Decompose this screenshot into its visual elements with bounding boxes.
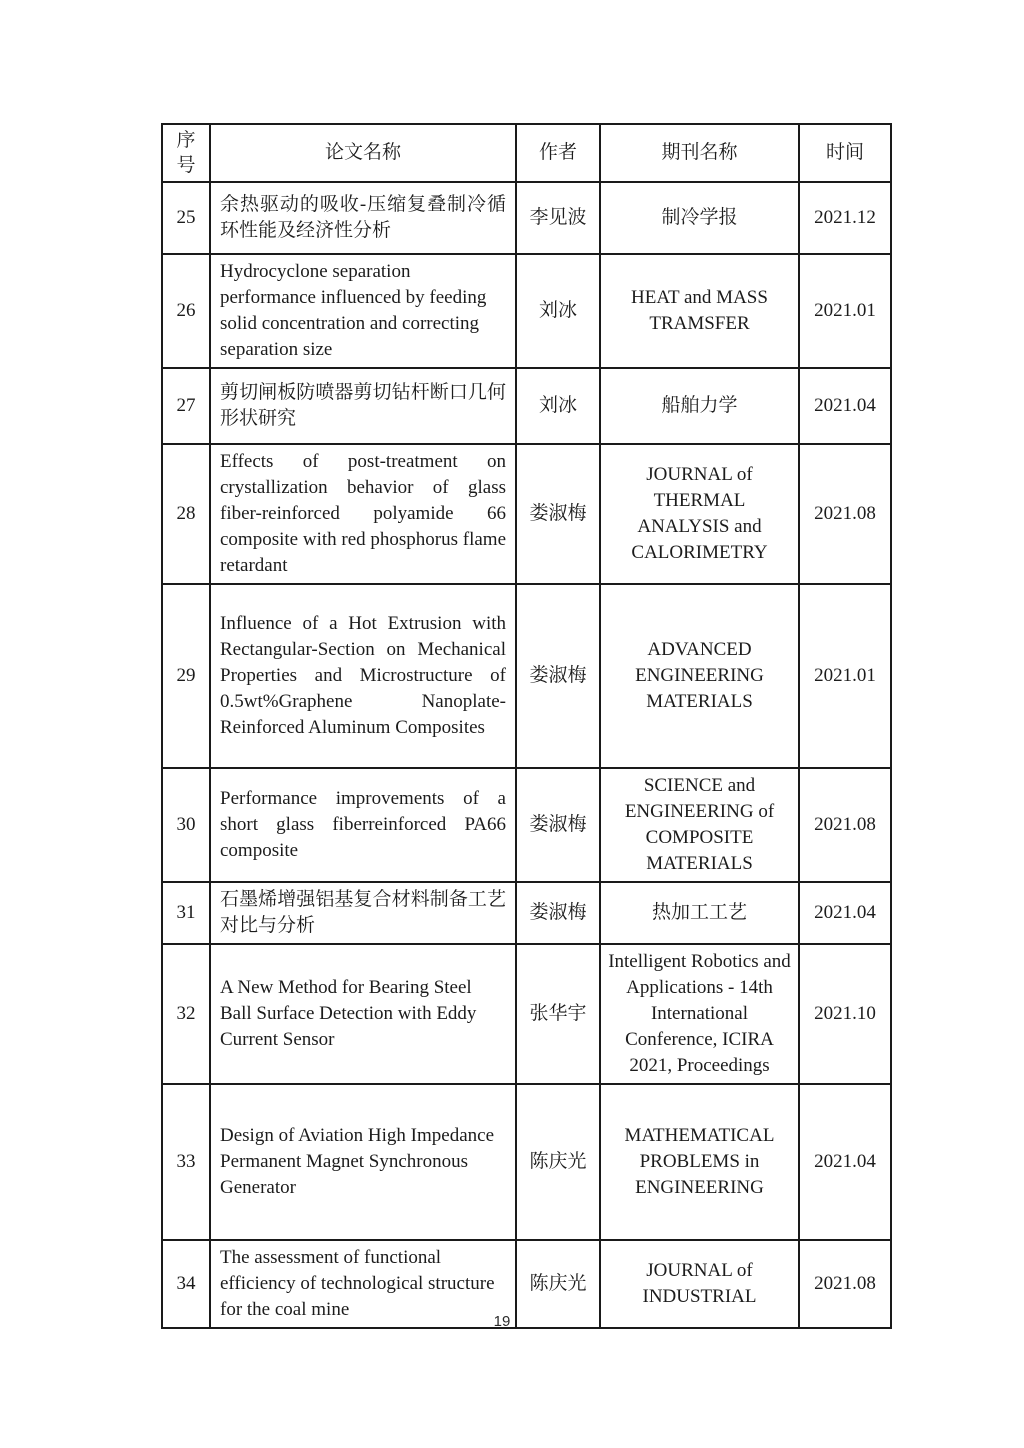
paper-title: Performance improvements of a short glass fiberreinforced PA66 composite <box>210 768 516 882</box>
paper-journal: HEAT and MASS TRAMSFER <box>600 254 799 368</box>
paper-date: 2021.08 <box>799 768 891 882</box>
paper-index: 33 <box>162 1084 210 1240</box>
paper-title: 石墨烯增强铝基复合材料制备工艺对比与分析 <box>210 882 516 944</box>
paper-index: 34 <box>162 1240 210 1328</box>
paper-date: 2021.10 <box>799 944 891 1084</box>
table-row <box>162 444 891 584</box>
paper-date: 2021.04 <box>799 882 891 944</box>
paper-title: Effects of post-treatment on crystallization behavior of glass fiber-reinforced polyamide 66 composite with red phosphorus flame retardant <box>210 444 516 584</box>
paper-author: 李见波 <box>516 182 600 254</box>
paper-index: 29 <box>162 584 210 768</box>
paper-date: 2021.04 <box>799 1084 891 1240</box>
paper-author: 刘冰 <box>516 368 600 444</box>
paper-author: 娄淑梅 <box>516 768 600 882</box>
paper-journal: JOURNAL of THERMAL ANALYSIS and CALORIMETRY <box>600 444 799 584</box>
table-row <box>162 882 891 944</box>
paper-index: 31 <box>162 882 210 944</box>
paper-author: 刘冰 <box>516 254 600 368</box>
paper-author: 陈庆光 <box>516 1084 600 1240</box>
paper-title: Hydrocyclone separation performance influenced by feeding solid concentration and correcting separation size <box>210 254 516 368</box>
header-author: 作者 <box>516 124 600 182</box>
header-date: 时间 <box>799 124 891 182</box>
paper-journal: SCIENCE and ENGINEERING of COMPOSITE MATERIALS <box>600 768 799 882</box>
paper-journal: JOURNAL of INDUSTRIAL <box>600 1240 799 1328</box>
paper-author: 娄淑梅 <box>516 584 600 768</box>
paper-date: 2021.12 <box>799 182 891 254</box>
table-row <box>162 368 891 444</box>
paper-journal: 热加工工艺 <box>600 882 799 944</box>
table-header-row <box>162 124 891 182</box>
table-row <box>162 182 891 254</box>
paper-title: Design of Aviation High Impedance Permanent Magnet Synchronous Generator <box>210 1084 516 1240</box>
paper-journal: 船舶力学 <box>600 368 799 444</box>
table-row <box>162 584 891 768</box>
paper-journal: MATHEMATICAL PROBLEMS in ENGINEERING <box>600 1084 799 1240</box>
table-row <box>162 1084 891 1240</box>
paper-author: 娄淑梅 <box>516 882 600 944</box>
paper-title: The assessment of functional efficiency of technological structure for the coal mine <box>210 1240 516 1328</box>
publications-table <box>161 123 892 1329</box>
paper-index: 25 <box>162 182 210 254</box>
paper-title: 剪切闸板防喷器剪切钻杆断口几何形状研究 <box>210 368 516 444</box>
table-row <box>162 944 891 1084</box>
paper-journal: Intelligent Robotics and Applications - 14th International Conference, ICIRA 2021, Proceedings <box>600 944 799 1084</box>
paper-index: 30 <box>162 768 210 882</box>
paper-title: A New Method for Bearing Steel Ball Surface Detection with Eddy Current Sensor <box>210 944 516 1084</box>
table-row <box>162 254 891 368</box>
paper-title: 余热驱动的吸收-压缩复叠制冷循环性能及经济性分析 <box>210 182 516 254</box>
paper-journal: ADVANCED ENGINEERING MATERIALS <box>600 584 799 768</box>
header-journal: 期刊名称 <box>600 124 799 182</box>
paper-date: 2021.01 <box>799 254 891 368</box>
paper-date: 2021.08 <box>799 1240 891 1328</box>
paper-author: 陈庆光 <box>516 1240 600 1328</box>
paper-index: 32 <box>162 944 210 1084</box>
paper-index: 28 <box>162 444 210 584</box>
paper-author: 娄淑梅 <box>516 444 600 584</box>
paper-author: 张华宇 <box>516 944 600 1084</box>
paper-date: 2021.08 <box>799 444 891 584</box>
paper-index: 27 <box>162 368 210 444</box>
paper-index: 26 <box>162 254 210 368</box>
paper-date: 2021.04 <box>799 368 891 444</box>
table-row <box>162 768 891 882</box>
paper-date: 2021.01 <box>799 584 891 768</box>
paper-journal: 制冷学报 <box>600 182 799 254</box>
page-number: 19 <box>493 1313 511 1330</box>
header-index: 序号 <box>162 124 210 182</box>
paper-title: Influence of a Hot Extrusion with Rectangular-Section on Mechanical Properties and Microstructure of 0.5wt%Graphene Nanoplate-Reinforced Aluminum Composites <box>210 584 516 768</box>
header-paper-title: 论文名称 <box>210 124 516 182</box>
